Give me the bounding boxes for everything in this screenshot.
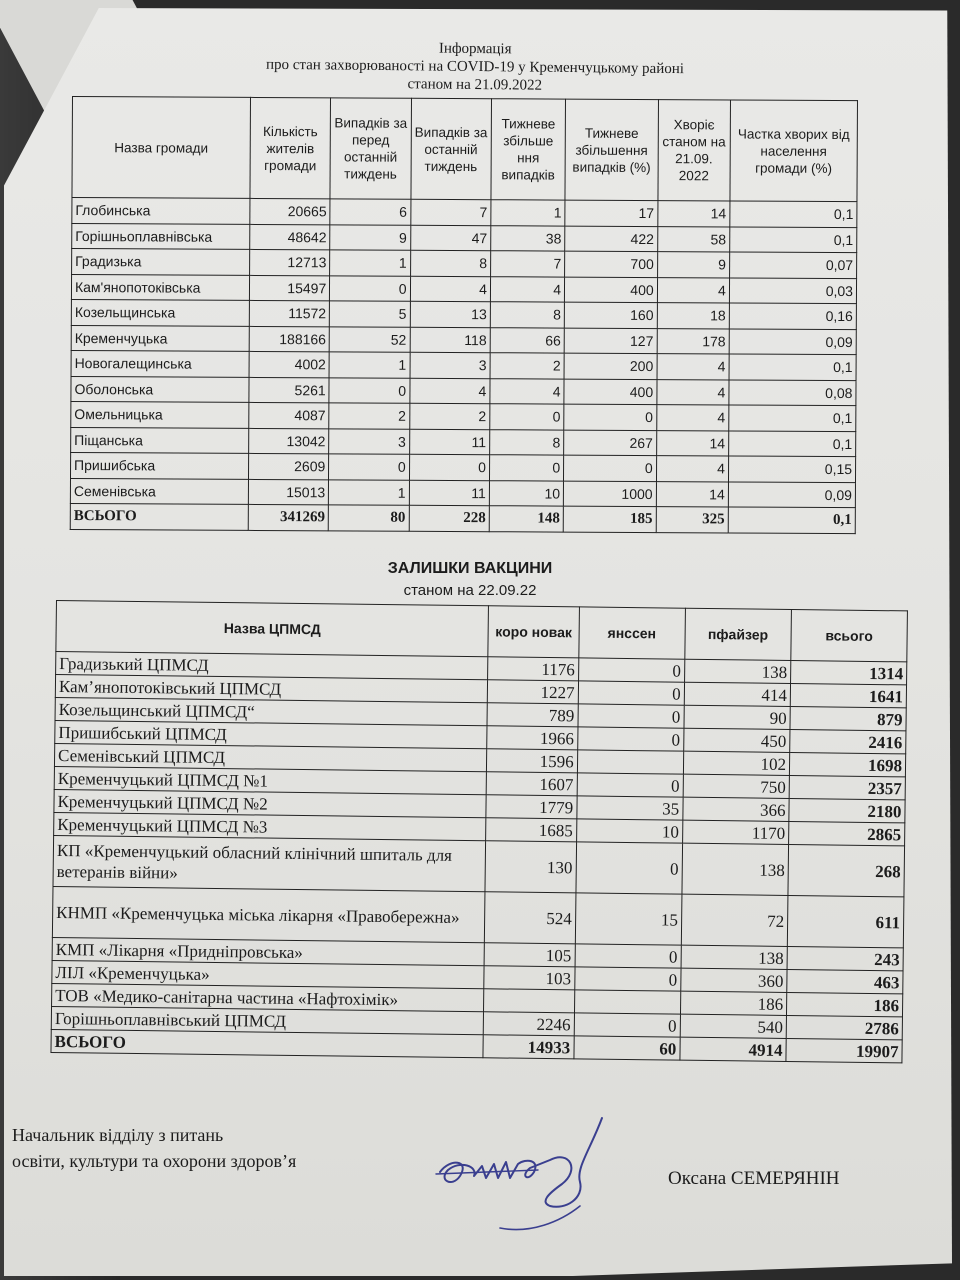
vaccine-cell: 1227 bbox=[488, 680, 579, 704]
vaccine-cell: 450 bbox=[683, 728, 790, 752]
covid-cell: 11 bbox=[409, 429, 489, 455]
covid-cell: 4 bbox=[490, 378, 564, 404]
covid-cell: 4 bbox=[409, 378, 489, 404]
signatory-name: Оксана СЕМЕРЯНІН bbox=[668, 1168, 840, 1189]
vaccine-total-cell: 4914 bbox=[680, 1037, 787, 1061]
vaccine-cell: 105 bbox=[484, 943, 575, 967]
vaccine-cell: 0 bbox=[577, 727, 683, 751]
covid-cell: 0 bbox=[564, 455, 657, 481]
covid-cell: 0,07 bbox=[729, 252, 856, 278]
vaccine-col-janssen: янссен bbox=[578, 607, 685, 659]
covid-cell: 5 bbox=[330, 301, 410, 327]
vaccine-table bbox=[50, 600, 907, 1063]
vaccine-table-body bbox=[51, 652, 907, 1063]
vaccine-cell: 15 bbox=[575, 893, 682, 945]
covid-cell: 4 bbox=[657, 379, 729, 405]
covid-cell: 10 bbox=[489, 480, 563, 506]
covid-cell: 15497 bbox=[249, 275, 329, 301]
vaccine-cell: 0 bbox=[578, 681, 684, 705]
vaccine-cell: Пришибський ЦПМСД bbox=[55, 720, 488, 748]
header-line-3: станом на 21.09.2022 bbox=[407, 76, 543, 94]
covid-cell: 4 bbox=[410, 276, 490, 302]
vaccine-cell: 463 bbox=[787, 969, 903, 993]
covid-table-body bbox=[70, 198, 857, 534]
covid-col-last-week: Випадків за останній тиждень bbox=[411, 98, 492, 199]
covid-cell: Козельщинська bbox=[71, 299, 249, 325]
covid-cell: 2 bbox=[409, 403, 489, 429]
covid-col-weekly-increase: Тижневе збільше ння випадків bbox=[491, 99, 566, 200]
covid-cell: Горішньоплавнівська bbox=[72, 223, 250, 249]
vaccine-cell: 414 bbox=[684, 682, 791, 706]
vaccine-cell: КНМП «Кременчуцька міська лікарня «Правобережна» bbox=[52, 886, 485, 942]
vaccine-cell: 90 bbox=[684, 705, 791, 729]
vaccine-cell: 1779 bbox=[486, 795, 577, 819]
vaccine-total-cell: 14933 bbox=[483, 1035, 574, 1059]
covid-col-sick-now: Хворіє станом на 21.09. 2022 bbox=[658, 100, 731, 201]
covid-cell: 422 bbox=[565, 226, 658, 252]
vaccine-cell: 1170 bbox=[682, 820, 789, 844]
covid-cell: Кременчуцька bbox=[71, 325, 249, 351]
covid-cell: 20665 bbox=[250, 198, 330, 224]
covid-cell: 48642 bbox=[250, 224, 330, 250]
vaccine-cell: 103 bbox=[484, 966, 575, 990]
covid-cell: 178 bbox=[657, 328, 729, 354]
vaccine-cell: КП «Кременчуцький обласний клінічний шпиталь для ветеранів війни» bbox=[53, 835, 486, 891]
covid-col-prev-week: Випадків за перед останній тиждень bbox=[330, 98, 411, 199]
vaccine-cell: 243 bbox=[787, 946, 903, 970]
vaccine-cell: 360 bbox=[681, 968, 788, 992]
handwritten-signature bbox=[430, 1110, 610, 1240]
covid-cell: 0,09 bbox=[729, 328, 856, 354]
covid-table-header-row bbox=[72, 97, 858, 202]
document-header bbox=[150, 37, 801, 98]
covid-total-row bbox=[70, 503, 855, 533]
covid-cell: 2 bbox=[490, 353, 564, 379]
covid-cell: 0,03 bbox=[729, 277, 856, 303]
covid-cell: 1 bbox=[491, 200, 565, 226]
covid-cell: 700 bbox=[565, 251, 658, 277]
covid-cell: 9 bbox=[330, 224, 410, 250]
covid-total-cell: 148 bbox=[489, 506, 563, 532]
vaccine-cell: 0 bbox=[576, 842, 683, 894]
signatory-position bbox=[12, 1122, 296, 1174]
vaccine-cell: 2416 bbox=[790, 729, 906, 753]
vaccine-cell: 138 bbox=[682, 843, 789, 895]
vaccine-cell: 1966 bbox=[487, 726, 578, 750]
vaccine-total-cell: ВСЬОГО bbox=[51, 1029, 484, 1057]
vaccine-section-title: ЗАЛИШКИ ВАКЦИНИ bbox=[387, 560, 553, 577]
vaccine-col-coronavac: коро новак bbox=[488, 606, 579, 658]
covid-cell: 0 bbox=[490, 404, 564, 430]
covid-cell: 4 bbox=[657, 277, 729, 303]
vaccine-cell: Горішньоплавнівський ЦПМСД bbox=[51, 1006, 484, 1034]
covid-cell: 0,1 bbox=[730, 226, 857, 252]
covid-cell: 188166 bbox=[249, 326, 329, 352]
vaccine-cell: 789 bbox=[487, 703, 578, 727]
vaccine-cell: 1596 bbox=[487, 749, 578, 773]
covid-cell: 13042 bbox=[249, 428, 329, 454]
covid-cell: Глобинська bbox=[72, 198, 250, 224]
vaccine-col-pfizer: пфайзер bbox=[685, 608, 792, 660]
vaccine-cell: 0 bbox=[578, 658, 684, 682]
vaccine-cell: Кременчуцький ЦПМСД №1 bbox=[54, 766, 487, 794]
covid-cell: 14 bbox=[656, 430, 728, 456]
vaccine-cell: Козельщинський ЦПМСД“ bbox=[55, 697, 488, 725]
vaccine-cell: 186 bbox=[680, 991, 787, 1015]
covid-cell: Піщанська bbox=[71, 427, 249, 453]
covid-cell: 11572 bbox=[249, 300, 329, 326]
covid-cell: 47 bbox=[410, 225, 490, 251]
covid-cell: 1000 bbox=[564, 481, 657, 507]
covid-cell: 0,08 bbox=[729, 379, 856, 405]
vaccine-cell: ТОВ «Медико-санітарна частина «Нафтохімік» bbox=[52, 983, 485, 1011]
covid-cell: 4 bbox=[656, 405, 728, 431]
vaccine-cell: 0 bbox=[575, 944, 681, 968]
covid-cell: 6 bbox=[330, 199, 410, 225]
covid-cell: 0,1 bbox=[729, 405, 856, 431]
covid-cell: 400 bbox=[565, 277, 658, 303]
covid-cell: 5261 bbox=[249, 377, 329, 403]
covid-cell: 7 bbox=[410, 199, 490, 225]
covid-cell: Оболонська bbox=[71, 376, 249, 402]
covid-cell: 2609 bbox=[248, 453, 328, 479]
covid-cell: 1 bbox=[330, 250, 410, 276]
vaccine-cell: 366 bbox=[683, 797, 790, 821]
vaccine-cell: 2786 bbox=[786, 1015, 902, 1039]
vaccine-cell: 138 bbox=[684, 659, 791, 683]
vaccine-cell: 2865 bbox=[789, 821, 905, 845]
covid-cell: 8 bbox=[410, 250, 490, 276]
covid-cell: 12713 bbox=[250, 249, 330, 275]
vaccine-cell: 268 bbox=[788, 844, 905, 896]
covid-cell: 1 bbox=[329, 479, 409, 505]
position-line-2: освіти, культури та охорони здоров’я bbox=[12, 1151, 297, 1171]
covid-cell: 0,1 bbox=[728, 430, 855, 456]
vaccine-cell: 1685 bbox=[486, 818, 577, 842]
covid-total-cell: 80 bbox=[328, 505, 408, 531]
covid-cell: 4 bbox=[657, 354, 729, 380]
covid-cell: 18 bbox=[657, 303, 729, 329]
covid-cell: 0 bbox=[329, 377, 409, 403]
vaccine-cell bbox=[577, 750, 683, 774]
header-line-2: про стан захворюваності на COVID-19 у Кременчуцькому районі bbox=[265, 56, 685, 78]
covid-cell: 267 bbox=[564, 430, 657, 456]
vaccine-cell: ЛІЛ «Кременчуцька» bbox=[52, 960, 485, 988]
covid-total-cell: ВСЬОГО bbox=[70, 503, 248, 529]
vaccine-cell: Кам’янопотоківський ЦПМСД bbox=[55, 675, 488, 703]
covid-cell: 127 bbox=[564, 328, 657, 354]
covid-total-cell: 325 bbox=[656, 507, 728, 533]
covid-total-cell: 185 bbox=[563, 506, 656, 532]
covid-cell: 0,09 bbox=[728, 481, 855, 507]
covid-col-community: Назва громади bbox=[72, 97, 250, 199]
covid-col-sick-share: Частка хворих від населення громади (%) bbox=[730, 100, 858, 202]
vaccine-col-total: всього bbox=[791, 609, 908, 661]
vaccine-section-date: станом на 22.09.22 bbox=[403, 582, 537, 599]
covid-col-weekly-increase-pct: Тижневе збільшення випадків (%) bbox=[565, 99, 658, 200]
covid-cell: Кам'янопотоківська bbox=[71, 274, 249, 300]
vaccine-cell: Градизький ЦПМСД bbox=[56, 652, 489, 680]
vaccine-cell: 10 bbox=[576, 819, 682, 843]
vaccine-cell: 1641 bbox=[790, 683, 906, 707]
vaccine-cell: 1698 bbox=[789, 752, 905, 776]
vaccine-cell: 540 bbox=[680, 1014, 787, 1038]
vaccine-cell: 1607 bbox=[487, 772, 578, 796]
covid-cell: 4087 bbox=[249, 402, 329, 428]
vaccine-cell: 611 bbox=[787, 895, 904, 947]
covid-cell: 400 bbox=[564, 379, 657, 405]
covid-cell: 0 bbox=[409, 454, 489, 480]
covid-cell: 52 bbox=[329, 326, 409, 352]
covid-cell: 0,1 bbox=[729, 354, 856, 380]
covid-cell: 14 bbox=[657, 201, 729, 227]
covid-cell: 4002 bbox=[249, 351, 329, 377]
vaccine-cell: 524 bbox=[485, 892, 576, 944]
covid-total-cell: 0,1 bbox=[728, 507, 855, 533]
covid-cell: 0 bbox=[329, 454, 409, 480]
vaccine-cell: 1314 bbox=[791, 660, 907, 684]
header-line-1: Інформація bbox=[438, 40, 512, 58]
covid-cell: 7 bbox=[490, 251, 564, 277]
vaccine-cell: КМП «Лікарня «Придніпровська» bbox=[52, 937, 485, 965]
covid-cell: 0 bbox=[489, 455, 563, 481]
covid-cell: Пришибська bbox=[70, 452, 248, 478]
covid-cell: 8 bbox=[490, 429, 564, 455]
covid-table bbox=[70, 96, 858, 534]
covid-cell: 3 bbox=[410, 352, 490, 378]
vaccine-cell: Кременчуцький ЦПМСД №2 bbox=[54, 789, 487, 817]
covid-cell: 14 bbox=[656, 481, 728, 507]
vaccine-cell: 750 bbox=[683, 774, 790, 798]
vaccine-cell: 2357 bbox=[789, 775, 905, 799]
vaccine-cell: 138 bbox=[681, 945, 788, 969]
covid-col-population: Кількість жителів громади bbox=[250, 97, 331, 198]
covid-cell: 9 bbox=[657, 252, 729, 278]
covid-cell: 4 bbox=[656, 456, 728, 482]
vaccine-cell: 186 bbox=[787, 992, 903, 1016]
covid-total-cell: 341269 bbox=[248, 504, 328, 530]
covid-cell: Градизька bbox=[72, 249, 250, 275]
vaccine-cell: 0 bbox=[578, 704, 684, 728]
vaccine-cell: 2180 bbox=[789, 798, 905, 822]
vaccine-cell: Кременчуцький ЦПМСД №3 bbox=[54, 812, 487, 840]
vaccine-cell: 102 bbox=[683, 751, 790, 775]
covid-cell: 58 bbox=[657, 226, 729, 252]
vaccine-cell: 130 bbox=[485, 841, 576, 893]
covid-cell: 8 bbox=[490, 302, 564, 328]
vaccine-col-facility: Назва ЦПМСД bbox=[56, 601, 489, 657]
covid-cell: 0,1 bbox=[730, 201, 857, 227]
covid-cell: 0,15 bbox=[728, 456, 855, 482]
vaccine-cell: 879 bbox=[790, 706, 906, 730]
covid-cell: 15013 bbox=[248, 479, 328, 505]
covid-cell: 0,16 bbox=[729, 303, 856, 329]
vaccine-cell bbox=[484, 989, 575, 1013]
vaccine-cell: 0 bbox=[574, 967, 680, 991]
vaccine-cell: 0 bbox=[577, 773, 683, 797]
covid-cell: 17 bbox=[565, 200, 658, 226]
vaccine-cell: 35 bbox=[577, 796, 683, 820]
position-line-1: Начальник відділу з питань bbox=[12, 1125, 224, 1145]
covid-cell: 160 bbox=[564, 302, 657, 328]
covid-cell: 66 bbox=[490, 327, 564, 353]
vaccine-total-cell: 60 bbox=[574, 1036, 680, 1060]
covid-cell: 13 bbox=[410, 301, 490, 327]
covid-cell: 0 bbox=[564, 404, 657, 430]
covid-cell: Новогалещинська bbox=[71, 350, 249, 376]
covid-cell: 4 bbox=[490, 276, 564, 302]
covid-total-cell: 228 bbox=[409, 505, 489, 531]
vaccine-cell: 0 bbox=[574, 1013, 680, 1037]
vaccine-cell: 72 bbox=[681, 894, 788, 946]
covid-cell: 118 bbox=[410, 327, 490, 353]
covid-cell: 1 bbox=[329, 352, 409, 378]
vaccine-cell: Семенівський ЦПМСД bbox=[54, 743, 487, 771]
covid-cell: 38 bbox=[491, 225, 565, 251]
covid-cell: 3 bbox=[329, 428, 409, 454]
covid-cell: 200 bbox=[564, 353, 657, 379]
vaccine-total-cell: 19907 bbox=[786, 1038, 902, 1062]
vaccine-cell: 2246 bbox=[484, 1012, 575, 1036]
covid-cell: 0 bbox=[330, 275, 410, 301]
covid-cell: 11 bbox=[409, 480, 489, 506]
vaccine-cell bbox=[574, 990, 680, 1014]
covid-cell: Семенівська bbox=[70, 478, 248, 504]
covid-cell: Омельницька bbox=[71, 401, 249, 427]
covid-cell: 2 bbox=[329, 403, 409, 429]
vaccine-cell: 1176 bbox=[488, 657, 579, 681]
